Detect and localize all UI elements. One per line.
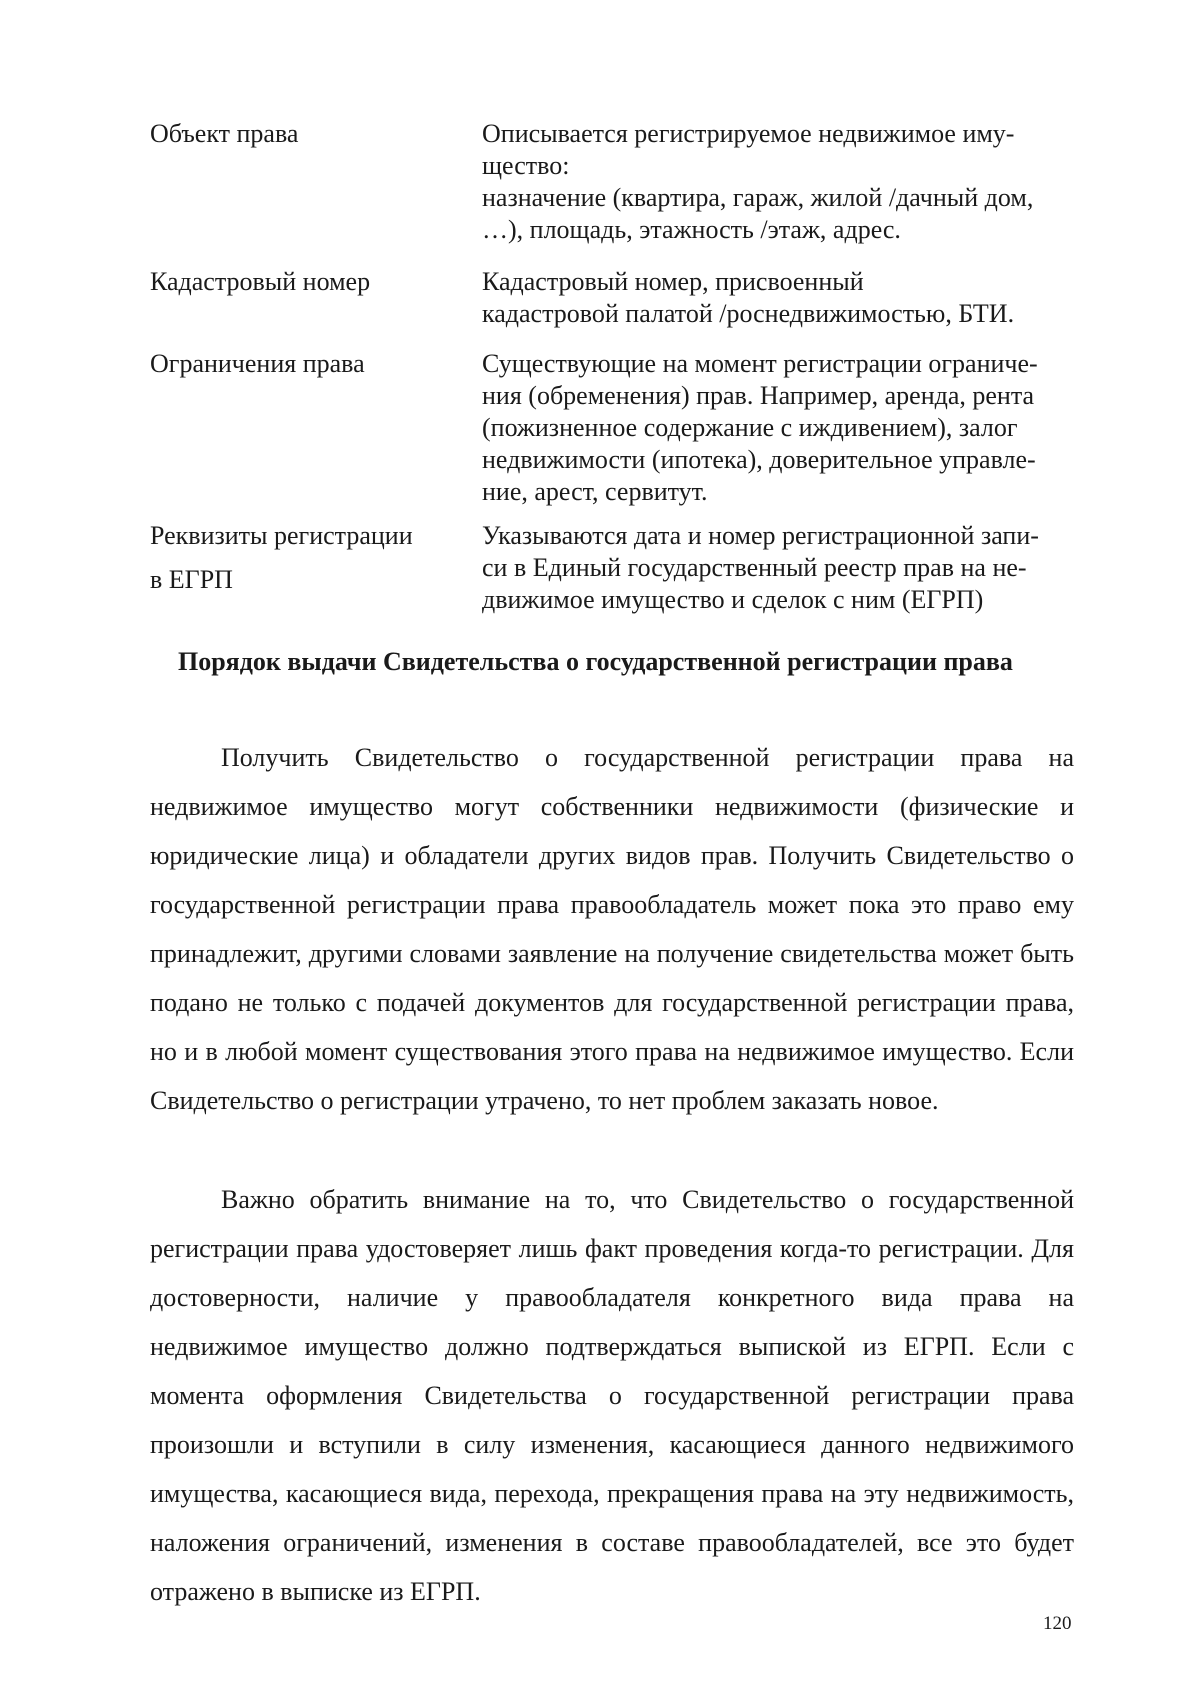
page-number: 120 (1043, 1613, 1072, 1634)
table-row (150, 266, 1090, 348)
description-text: Существующие на момент регистрации ограниче- ния (обременения) прав. Например, аренда, рента (пожизненное содержание с иждивением), залог недвижимости (ипотека), доверительное управле- ние, арест, сервитут. (482, 349, 1038, 506)
description-cell (482, 266, 1090, 348)
body-paragraph: Получить Свидетельство о государственной регистрации права на недвижимое имущество могут собственники недвижимости (физические и юридические лица) и обладатели других видов прав. Получить Свидетельство о государственной регистрации права правообладатель может пока это право ему принадлежит, другими словами заявление на получение свидетельства может быть подано не только с подачей документов для государственной регистрации права, но и в любой момент существования этого права на недвижимое имущество. Если Свидетельство о регистрации утрачено, то нет проблем заказать новое. (150, 743, 1074, 1115)
term-label: Кадастровый номер (150, 267, 371, 296)
term-cell (150, 520, 482, 616)
description-text: Кадастровый номер, присвоенный кадастровой палатой /роснедвижимостью, БТИ. (482, 267, 1015, 328)
description-text: Указываются дата и номер регистрационной запи- си в Единый государственный реестр прав на не- движимое имущество и сделок с ним (ЕГРП) (482, 521, 1039, 614)
term-cell (150, 266, 482, 348)
term-cell (150, 118, 482, 266)
term-label: Реквизиты регистрации (150, 521, 413, 550)
term-label: Ограничения права (150, 349, 365, 378)
term-cell (150, 348, 482, 520)
definition-table (150, 118, 1090, 616)
body-paragraph: Важно обратить внимание на то, что Свидетельство о государственной регистрации права удостоверяет лишь факт проведения когда-то регистрации. Для достоверности, наличие у правообладателя конкретного вида права на недвижимое имущество должно подтверждаться выпиской из ЕГРП. Если с момента оформления Свидетельства о государственной регистрации права произошли и вступили в силу изменения, касающиеся данного недвижимого имущества, касающиеся вида, перехода, прекращения права на эту недвижимость, наложения ограничений, изменения в составе правообладателей, все это будет отражено в выписке из ЕГРП. (150, 1185, 1074, 1606)
description-cell (482, 118, 1090, 266)
description-text: Описывается регистрируемое недвижимое иму- щество: назначение (квартира, гараж, жилой /дачный дом, …), площадь, этажность /этаж, адрес. (482, 119, 1034, 244)
section-heading: Порядок выдачи Свидетельства о государственной регистрации права (178, 647, 1013, 676)
term-label-continued: в ЕГРП (150, 565, 233, 594)
table-row (150, 118, 1090, 266)
description-cell (482, 348, 1090, 520)
term-label: Объект права (150, 119, 299, 148)
table-row (150, 348, 1090, 520)
table-row (150, 520, 1090, 616)
description-cell (482, 520, 1090, 616)
